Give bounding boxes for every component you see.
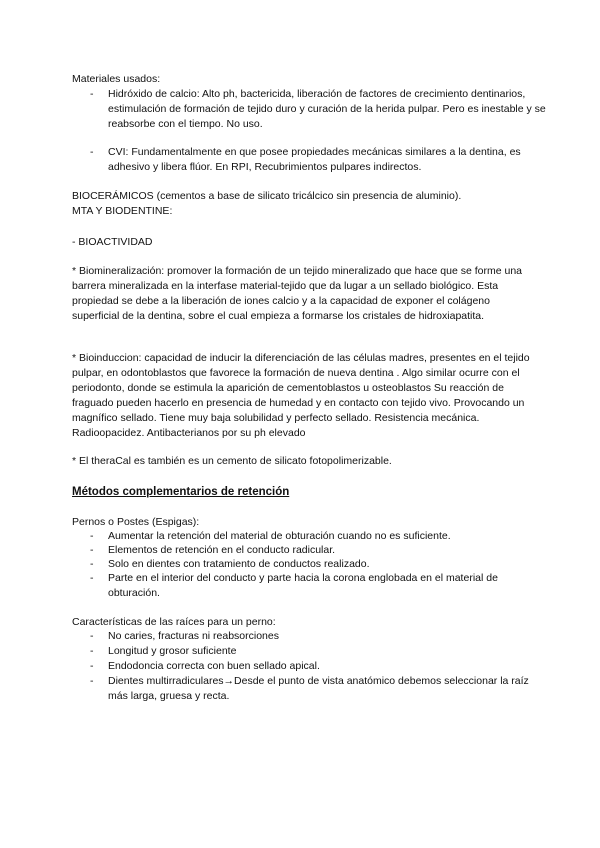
list-item: Parte en el interior del conducto y parte hacia la corona englobada en el material de obturación. — [108, 572, 498, 599]
list-item: Longitud y grosor suficiente — [108, 645, 237, 657]
theracal-line: * El theraCal es también es un cemento de silicato fotopolimerizable. — [72, 455, 392, 467]
raices-heading: Características de las raíces para un perno: — [72, 616, 276, 628]
list-bullet: - — [90, 544, 94, 556]
list-bullet: - — [90, 88, 94, 100]
list-bullet: - — [90, 530, 94, 542]
list-bullet: - — [90, 645, 94, 657]
list-bullet: - — [90, 572, 94, 584]
section-title: Métodos complementarios de retención — [72, 486, 290, 498]
list-bullet: - — [90, 558, 94, 570]
materiales-heading: Materiales usados: — [72, 73, 161, 85]
pernos-heading: Pernos o Postes (Espigas): — [72, 516, 200, 528]
list-item: Elementos de retención en el conducto radicular. — [108, 544, 336, 556]
list-bullet: - — [90, 675, 94, 687]
bioinduccion-paragraph: * Bioinduccion: capacidad de inducir la diferenciación de las células madres, presentes en el tejido pulpar, en odontoblastos que favorece la formación de nueva dentina . Algo similar ocurre con el periodonto, donde se estimula la aparición de cementoblastos u osteoblastos Su reacción de fraguado pueden hacerlo en presencia de humedad y en contacto con tejido vivo. Provocando un magnífico sellado. Tiene muy baja solubilidad y perfecto sellado. Resistencia mecánica. Radioopacidez. Antibacterianos por su ph elevado — [72, 352, 530, 439]
list-bullet: - — [90, 660, 94, 672]
list-item: Solo en dientes con tratamiento de conductos realizado. — [108, 558, 370, 570]
biomineralizacion-paragraph: * Biomineralización: promover la formación de un tejido mineralizado que hace que se forme una barrera mineralizada en la interfase material-tejido que da lugar a un sellado biológico. Esta propiedad se debe a la liberación de iones calcio y a la capacidad de exponer el colágeno superficial de la dentina, sobre el cual empieza a formarse los cristales de hidroxiapatita. — [72, 265, 522, 322]
bioceramicos-line: BIOCERÁMICOS (cementos a base de silicato tricálcico sin presencia de aluminio). — [72, 190, 462, 202]
bioactividad-label: - BIOACTIVIDAD — [72, 236, 153, 248]
list-bullet: - — [90, 630, 94, 642]
list-item: Dientes multirradiculares→Desde el punto de vista anatómico debemos seleccionar la raíz más larga, gruesa y recta. — [108, 675, 529, 702]
list-item: Endodoncia correcta con buen sellado apical. — [108, 660, 320, 672]
mta-biodentine-line: MTA Y BIODENTINE: — [72, 205, 173, 217]
list-bullet: - — [90, 146, 94, 158]
list-item: Aumentar la retención del material de obturación cuando no es suficiente. — [108, 530, 451, 542]
list-item-hidroxido: Hidróxido de calcio: Alto ph, bactericida, liberación de factores de crecimiento dentinarios, estimulación de formación de tejido duro y curación de la herida pulpar. Pero es inestable y se reabsorbe con el tiempo. No uso. — [108, 88, 546, 130]
list-item-cvi: CVI: Fundamentalmente en que posee propiedades mecánicas similares a la dentina, es adhesivo y libera flúor. En RPI, Recubrimientos pulpares indirectos. — [108, 146, 521, 173]
list-item: No caries, fracturas ni reabsorciones — [108, 630, 279, 642]
